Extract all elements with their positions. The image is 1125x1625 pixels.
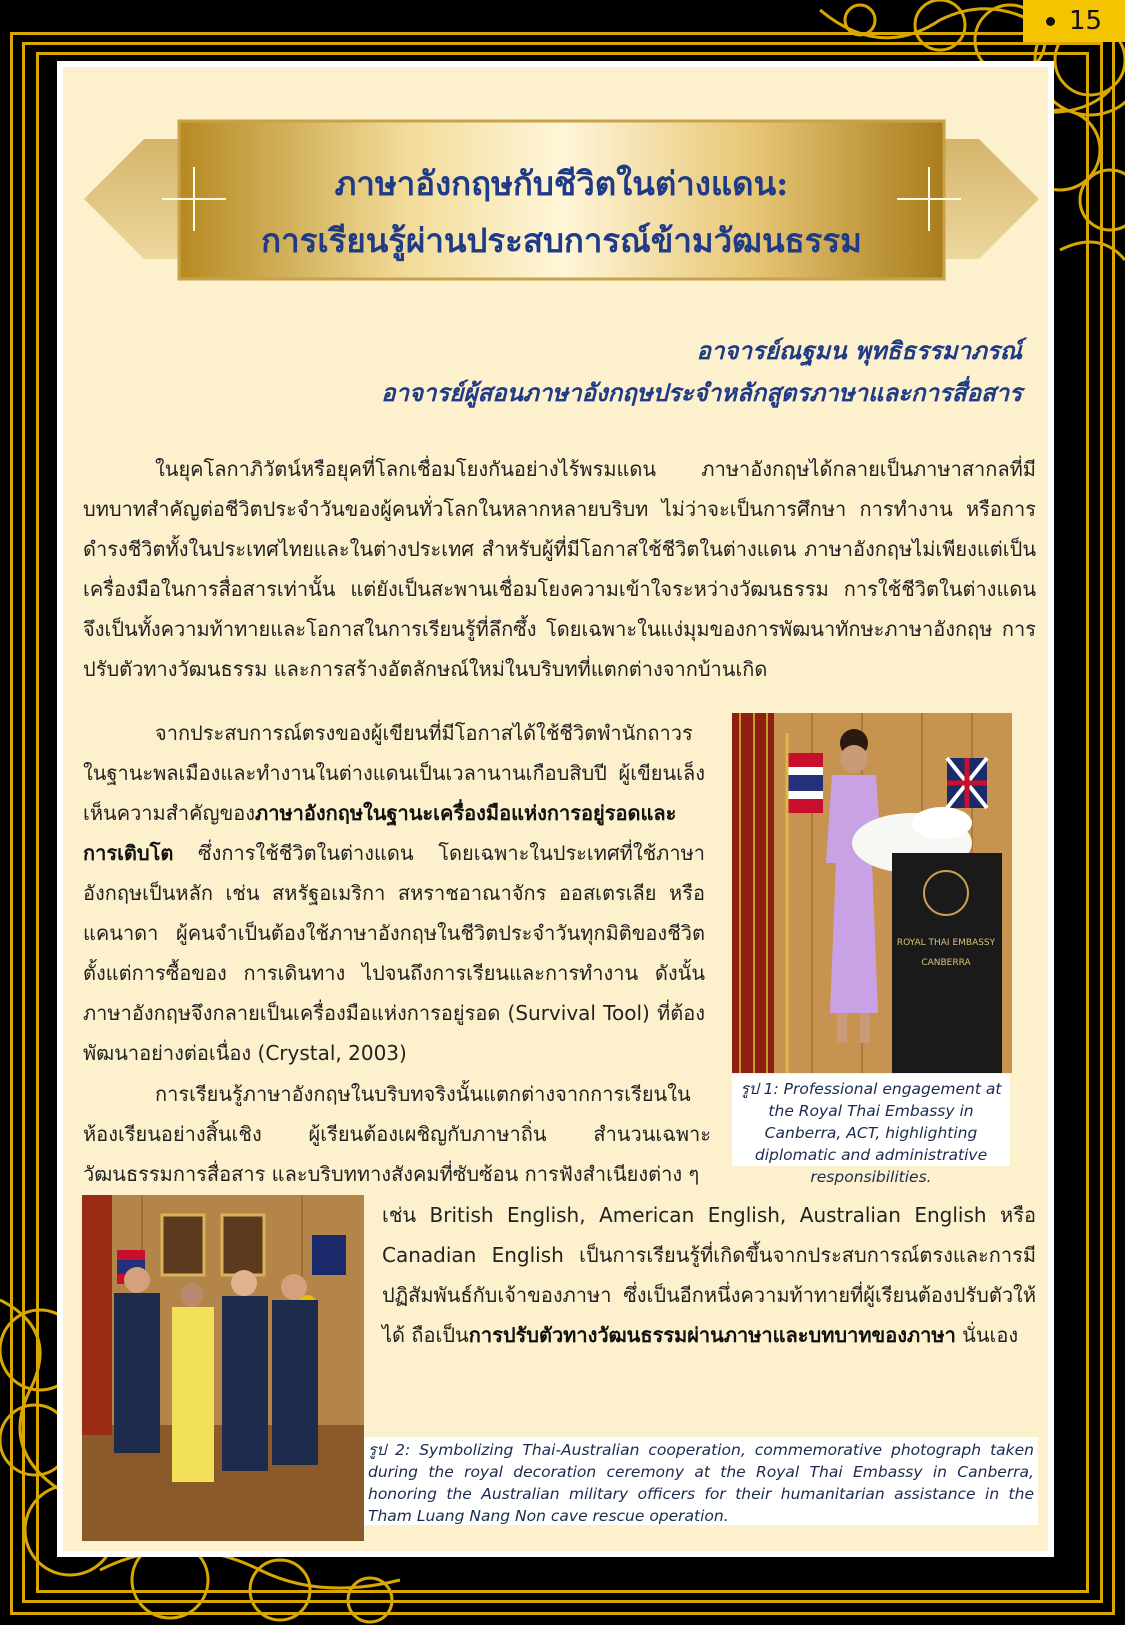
podium-text-canberra: CANBERRA — [921, 958, 971, 968]
paragraph-accents — [382, 1195, 1036, 1355]
caption-photo-2-text: Symbolizing Thai-Australian cooperation, commemorative photograph taken during the royal decoration ceremony at the Royal Thai Embassy in Canberra, honoring the Australian military officers for their humanitarian assistance in the Tham Luang Nang Non cave rescue operation. — [368, 1441, 1034, 1525]
paragraph-experience — [83, 713, 705, 1073]
author-position: อาจารย์ผู้สอนภาษาอังกฤษประจำหลักสูตรภาษาและการสื่อสาร — [381, 378, 1022, 407]
page-number: 15 — [1068, 6, 1103, 36]
paragraph-accents-text-1: เช่น British English, American English, Australian English หรือ Canadian English เป็นการเรียนรู้ที่เกิดขึ้นจากประสบการณ์ตรงและการมีปฏิสัมพันธ์กับเจ้าของภาษา ซึ่งเป็นอีกหนึ่งความท้าทายที่ผู้เรียนต้องปรับตัวให้ได้ ถือเป็น — [382, 1203, 1036, 1347]
author-name: อาจารย์ณฐมน พุทธิธรรมาภรณ์ — [696, 336, 1022, 365]
page-number-badge — [1023, 0, 1125, 42]
paragraph-real-context-text: การเรียนรู้ภาษาอังกฤษในบริบทจริงนั้นแตกต่างจากการเรียนในห้องเรียนอย่างสิ้นเชิง ผู้เรียนต้องเผชิญกับภาษาถิ่น สำนวนเฉพาะวัฒนธรรมการสื่อสาร และบริบททางสังคมที่ซับซ้อน การฟังสำเนียงต่าง ๆ — [83, 1082, 711, 1186]
bullet-dot-icon — [1046, 17, 1055, 26]
content-panel — [57, 61, 1054, 1557]
article-title-line-1: ภาษาอังกฤษกับชีวิตในต่างแดน: — [334, 164, 789, 203]
caption-photo-1-label: รูป 1: — [740, 1080, 779, 1098]
caption-photo-1 — [732, 1074, 1010, 1186]
paragraph-intro — [83, 449, 1036, 689]
photo-embassy-podium-image — [732, 713, 1012, 1073]
podium-text-embassy: ROYAL THAI EMBASSY — [896, 938, 996, 948]
photo-royal-decoration-ceremony-image — [82, 1195, 364, 1541]
article-title-line-2: การเรียนรู้ผ่านประสบการณ์ข้ามวัฒนธรรม — [261, 221, 862, 260]
paragraph-real-context — [83, 1074, 711, 1194]
paragraph-experience-text-1: จากประสบการณ์ตรงของผู้เขียนที่มีโอกาสได้ใช้ชีวิตพำนักถาวรในฐานะพลเมืองและทำงานในต่างแดนเป็นเวลานานเกือบสิบปี ผู้เขียนเล็งเห็นความสำคัญของ — [83, 721, 705, 825]
paragraph-experience-bold: ภาษาอังกฤษในฐานะเครื่องมือแห่งการอยู่รอดและการเติบโต — [83, 801, 677, 865]
caption-photo-2 — [364, 1437, 1038, 1525]
photo-embassy-podium — [732, 713, 1012, 1073]
paragraph-intro-text: ในยุคโลกาภิวัตน์หรือยุคที่โลกเชื่อมโยงกันอย่างไร้พรมแดน ภาษาอังกฤษได้กลายเป็นภาษาสากลที่มีบทบาทสำคัญต่อชีวิตประจำวันของผู้คนทั่วโลกในหลากหลายบริบท ไม่ว่าจะเป็นการศึกษา การทำงาน หรือการดำรงชีวิตทั้งในประเทศไทยและในต่างประเทศ สำหรับผู้ที่มีโอกาสใช้ชีวิตในต่างแดน ภาษาอังกฤษไม่เพียงแต่เป็นเครื่องมือในการสื่อสารเท่านั้น แต่ยังเป็นสะพานเชื่อมโยงความเข้าใจระหว่างวัฒนธรรม การใช้ชีวิตในต่างแดนจึงเป็นทั้งความท้าทายและโอกาสในการเรียนรู้ที่ลึกซึ้ง โดยเฉพาะในแง่มุมของการพัฒนาทักษะภาษาอังกฤษ การปรับตัวทางวัฒนธรรม และการสร้างอัตลักษณ์ใหม่ในบริบทที่แตกต่างจากบ้านเกิด — [83, 457, 1036, 681]
photo-royal-decoration-ceremony — [82, 1195, 364, 1541]
caption-photo-1-text: Professional engagement at the Royal Thai Embassy in Canberra, ACT, highlighting diplomatic and administrative responsibilities. — [754, 1080, 1002, 1186]
paragraph-experience-text-2: ซึ่งการใช้ชีวิตในต่างแดน โดยเฉพาะในประเทศที่ใช้ภาษาอังกฤษเป็นหลัก เช่น สหรัฐอเมริกา สหราชอาณาจักร ออสเตรเลีย หรือแคนาดา ผู้คนจำเป็นต้องใช้ภาษาอังกฤษในชีวิตประจำวันทุกมิติของชีวิต ตั้งแต่การซื้อของ การเดินทาง ไปจนถึงการเรียนและการทำงาน ดังนั้น ภาษาอังกฤษจึงกลายเป็นเครื่องมือแห่งการอยู่รอด (Survival Tool) ที่ต้องพัฒนาอย่างต่อเนื่อง (Crystal, 2003) — [83, 841, 705, 1065]
title-banner — [84, 107, 1039, 292]
caption-photo-2-label: รูป 2: — [368, 1441, 411, 1459]
paragraph-accents-text-2: นั่นเอง — [955, 1323, 1019, 1347]
paragraph-accents-bold: การปรับตัวทางวัฒนธรรมผ่านภาษาและบทบาทของภาษา — [468, 1323, 956, 1347]
